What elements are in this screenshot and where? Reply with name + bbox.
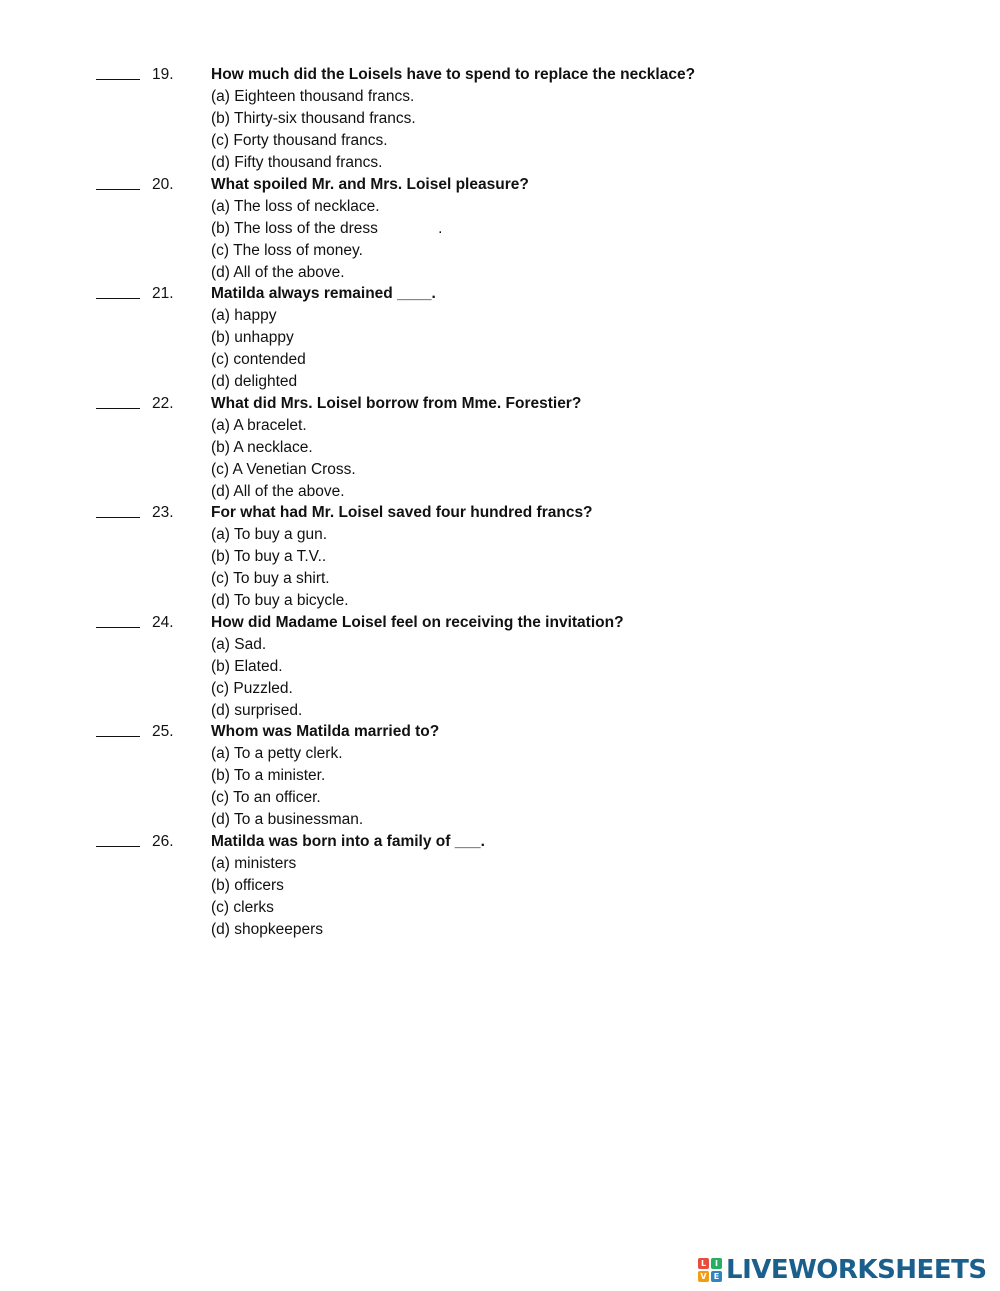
question-text: For what had Mr. Loisel saved four hundred francs? bbox=[211, 504, 593, 521]
question-number: 24. bbox=[152, 613, 174, 631]
option-c: (c) To buy a shirt. bbox=[211, 570, 330, 587]
answer-blank-25[interactable] bbox=[96, 715, 140, 737]
option-d: (d) delighted bbox=[211, 373, 298, 390]
option-a: (a) The loss of necklace. bbox=[211, 197, 380, 215]
option-d: (d) Fifty thousand francs. bbox=[211, 154, 383, 171]
logo-mark-tile: V bbox=[698, 1271, 709, 1282]
answer-blank-24[interactable] bbox=[96, 606, 140, 628]
option-d: (d) shopkeepers bbox=[211, 920, 324, 938]
logo-mark-tile: E bbox=[711, 1271, 722, 1282]
question-23 bbox=[0, 502, 1000, 612]
answer-blank-23[interactable] bbox=[96, 496, 140, 518]
option-d: (d) To buy a bicycle. bbox=[211, 592, 349, 609]
question-number: 25. bbox=[152, 723, 174, 740]
question-26 bbox=[0, 831, 1000, 941]
option-c: (c) The loss of money. bbox=[211, 241, 363, 259]
question-number: 20. bbox=[152, 175, 174, 193]
option-c: (c) contended bbox=[211, 351, 306, 368]
answer-blank-21[interactable] bbox=[96, 277, 140, 299]
option-a: (a) Sad. bbox=[211, 635, 267, 653]
logo-text: LIVEWORKSHEETS bbox=[726, 1255, 987, 1285]
option-c: (c) Puzzled. bbox=[211, 679, 293, 697]
question-21 bbox=[0, 283, 1000, 393]
option-b: (b) unhappy bbox=[211, 329, 294, 346]
answer-blank-20[interactable] bbox=[96, 168, 140, 190]
question-text: Matilda was born into a family of ___. bbox=[211, 832, 485, 850]
question-number: 26. bbox=[152, 832, 174, 850]
question-22 bbox=[0, 393, 1000, 503]
question-19 bbox=[0, 64, 1000, 174]
option-d: (d) All of the above. bbox=[211, 482, 345, 500]
option-d: (d) To a businessman. bbox=[211, 811, 364, 828]
option-d: (d) All of the above. bbox=[211, 263, 345, 281]
question-text: What did Mrs. Loisel borrow from Mme. Forestier? bbox=[211, 394, 582, 412]
option-a: (a) happy bbox=[211, 307, 277, 324]
option-a: (a) To buy a gun. bbox=[211, 526, 328, 543]
worksheet bbox=[0, 64, 1000, 940]
option-a: (a) ministers bbox=[211, 854, 297, 872]
question-number: 23. bbox=[152, 504, 174, 521]
option-d: (d) surprised. bbox=[211, 701, 303, 719]
question-text: Matilda always remained ____. bbox=[211, 285, 436, 302]
question-text: How did Madame Loisel feel on receiving the invitation? bbox=[211, 613, 624, 631]
question-text: What spoiled Mr. and Mrs. Loisel pleasure? bbox=[211, 175, 529, 193]
answer-blank-22[interactable] bbox=[96, 387, 140, 409]
option-c: (c) To an officer. bbox=[211, 789, 321, 806]
option-b: (b) To buy a T.V.. bbox=[211, 548, 327, 565]
logo-mark-tile: I bbox=[711, 1258, 722, 1269]
option-b: (b) Elated. bbox=[211, 657, 283, 675]
logo-mark-icon bbox=[698, 1258, 722, 1282]
option-c: (c) Forty thousand francs. bbox=[211, 132, 388, 149]
question-number: 22. bbox=[152, 394, 174, 412]
answer-blank-19[interactable] bbox=[96, 58, 140, 80]
question-24 bbox=[0, 612, 1000, 722]
question-number: 19. bbox=[152, 66, 174, 83]
liveworksheets-logo bbox=[698, 1256, 987, 1284]
question-text: How much did the Loisels have to spend to replace the necklace? bbox=[211, 66, 696, 83]
question-number: 21. bbox=[152, 285, 174, 302]
logo-mark-tile: L bbox=[698, 1258, 709, 1269]
question-25 bbox=[0, 721, 1000, 831]
option-b: (b) To a minister. bbox=[211, 767, 326, 784]
option-b: (b) officers bbox=[211, 876, 284, 894]
option-a: (a) Eighteen thousand francs. bbox=[211, 88, 415, 105]
option-c: (c) clerks bbox=[211, 898, 274, 916]
option-a: (a) To a petty clerk. bbox=[211, 745, 343, 762]
question-text: Whom was Matilda married to? bbox=[211, 723, 440, 740]
question-20 bbox=[0, 174, 1000, 284]
option-b: (b) A necklace. bbox=[211, 438, 313, 456]
option-a: (a) A bracelet. bbox=[211, 416, 307, 434]
answer-blank-26[interactable] bbox=[96, 825, 140, 847]
option-b: (b) The loss of the dress . bbox=[211, 219, 443, 237]
option-c: (c) A Venetian Cross. bbox=[211, 460, 356, 478]
option-b: (b) Thirty-six thousand francs. bbox=[211, 110, 416, 127]
